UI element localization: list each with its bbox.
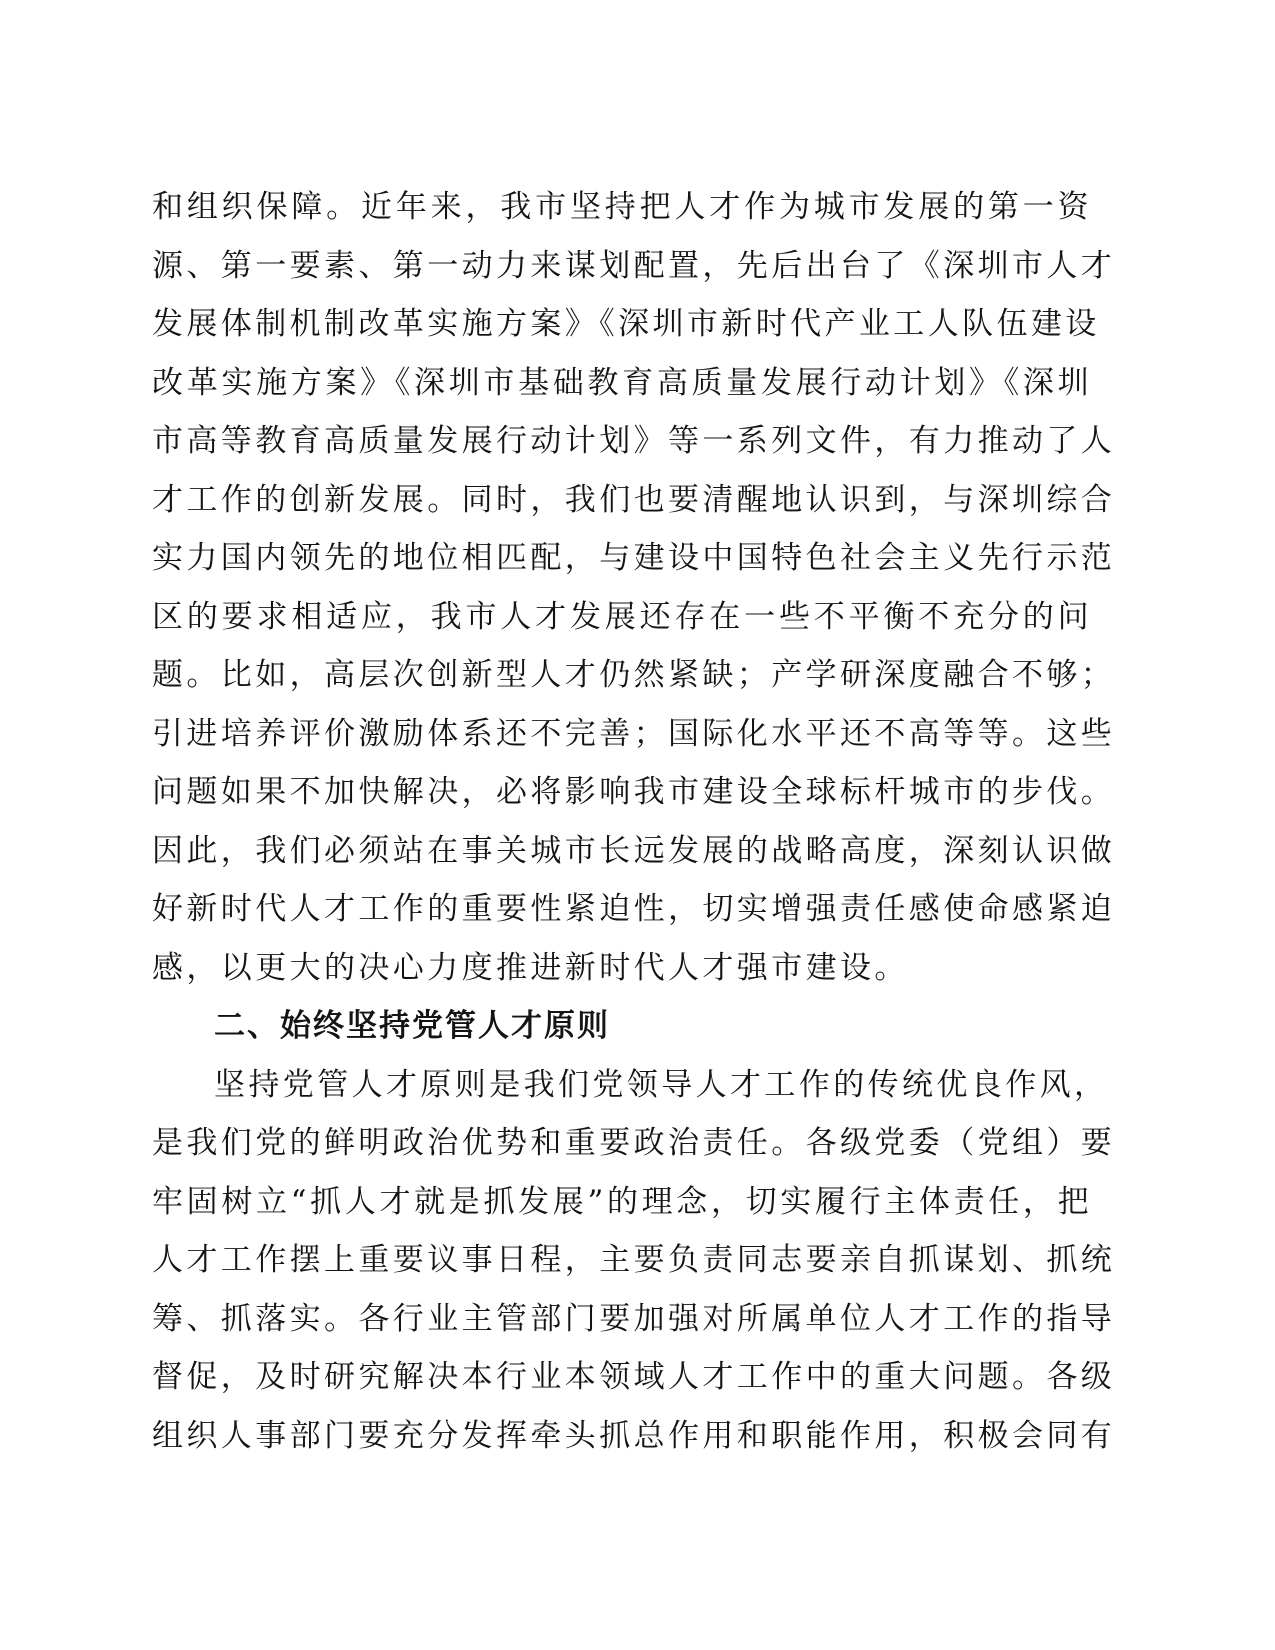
paragraph-1 (152, 178, 1116, 997)
text-line-last: 感，以更大的决心力度推进新时代人才强市建设。 (152, 949, 909, 986)
text-line: 市高等教育高质量发展行动计划》等一系列文件，有力推动了人 (152, 423, 1116, 459)
text-line: 牢固树立“抓人才就是抓发展”的理念，切实履行主体责任，把 (152, 1183, 1092, 1220)
text-line: 才工作的创新发展。同时，我们也要清醒地认识到，与深圳综合 (152, 481, 1116, 518)
text-line: 筹、抓落实。各行业主管部门要加强对所属单位人才工作的指导 (152, 1300, 1116, 1337)
text-line: 督促，及时研究解决本行业本领域人才工作中的重大问题。各级 (152, 1359, 1116, 1395)
text-line: 改革实施方案》《深圳市基础教育高质量发展行动计划》《深圳 (152, 364, 1092, 401)
text-line: 好新时代人才工作的重要性紧迫性，切实增强责任感使命感紧迫 (152, 891, 1116, 927)
text-line: 因此，我们必须站在事关城市长远发展的战略高度，深刻认识做 (152, 832, 1116, 869)
text-line: 源、第一要素、第一动力来谋划配置，先后出台了《深圳市人才 (152, 247, 1116, 284)
document-body (152, 178, 1116, 1465)
text-line: 组织人事部门要充分发挥牵头抓总作用和职能作用，积极会同有 (152, 1417, 1116, 1454)
text-line: 引进培养评价激励体系还不完善；国际化水平还不高等等。这些 (152, 715, 1116, 752)
text-line: 发展体制机制改革实施方案》《深圳市新时代产业工人队伍建设 (152, 306, 1100, 342)
text-line-first: 坚持党管人才原则是我们党领导人才工作的传统优良作风， (214, 1066, 1109, 1103)
text-line: 是我们党的鲜明政治优势和重要政治责任。各级党委（党组）要 (152, 1125, 1116, 1161)
text-line: 区的要求相适应，我市人才发展还存在一些不平衡不充分的问 (152, 598, 1092, 635)
text-line: 实力国内领先的地位相匹配，与建设中国特色社会主义先行示范 (152, 540, 1116, 576)
text-line: 题。比如，高层次创新型人才仍然紧缺；产学研深度融合不够； (152, 657, 1116, 693)
text-line: 和组织保障。近年来，我市坚持把人才作为城市发展的第一资 (152, 189, 1092, 225)
section-heading: 二、始终坚持党管人才原则 (214, 1008, 610, 1044)
paragraph-2 (152, 1056, 1116, 1466)
text-line: 问题如果不加快解决，必将影响我市建设全球标杆城市的步伐。 (152, 774, 1116, 810)
text-line: 人才工作摆上重要议事日程，主要负责同志要亲自抓谋划、抓统 (152, 1242, 1116, 1278)
